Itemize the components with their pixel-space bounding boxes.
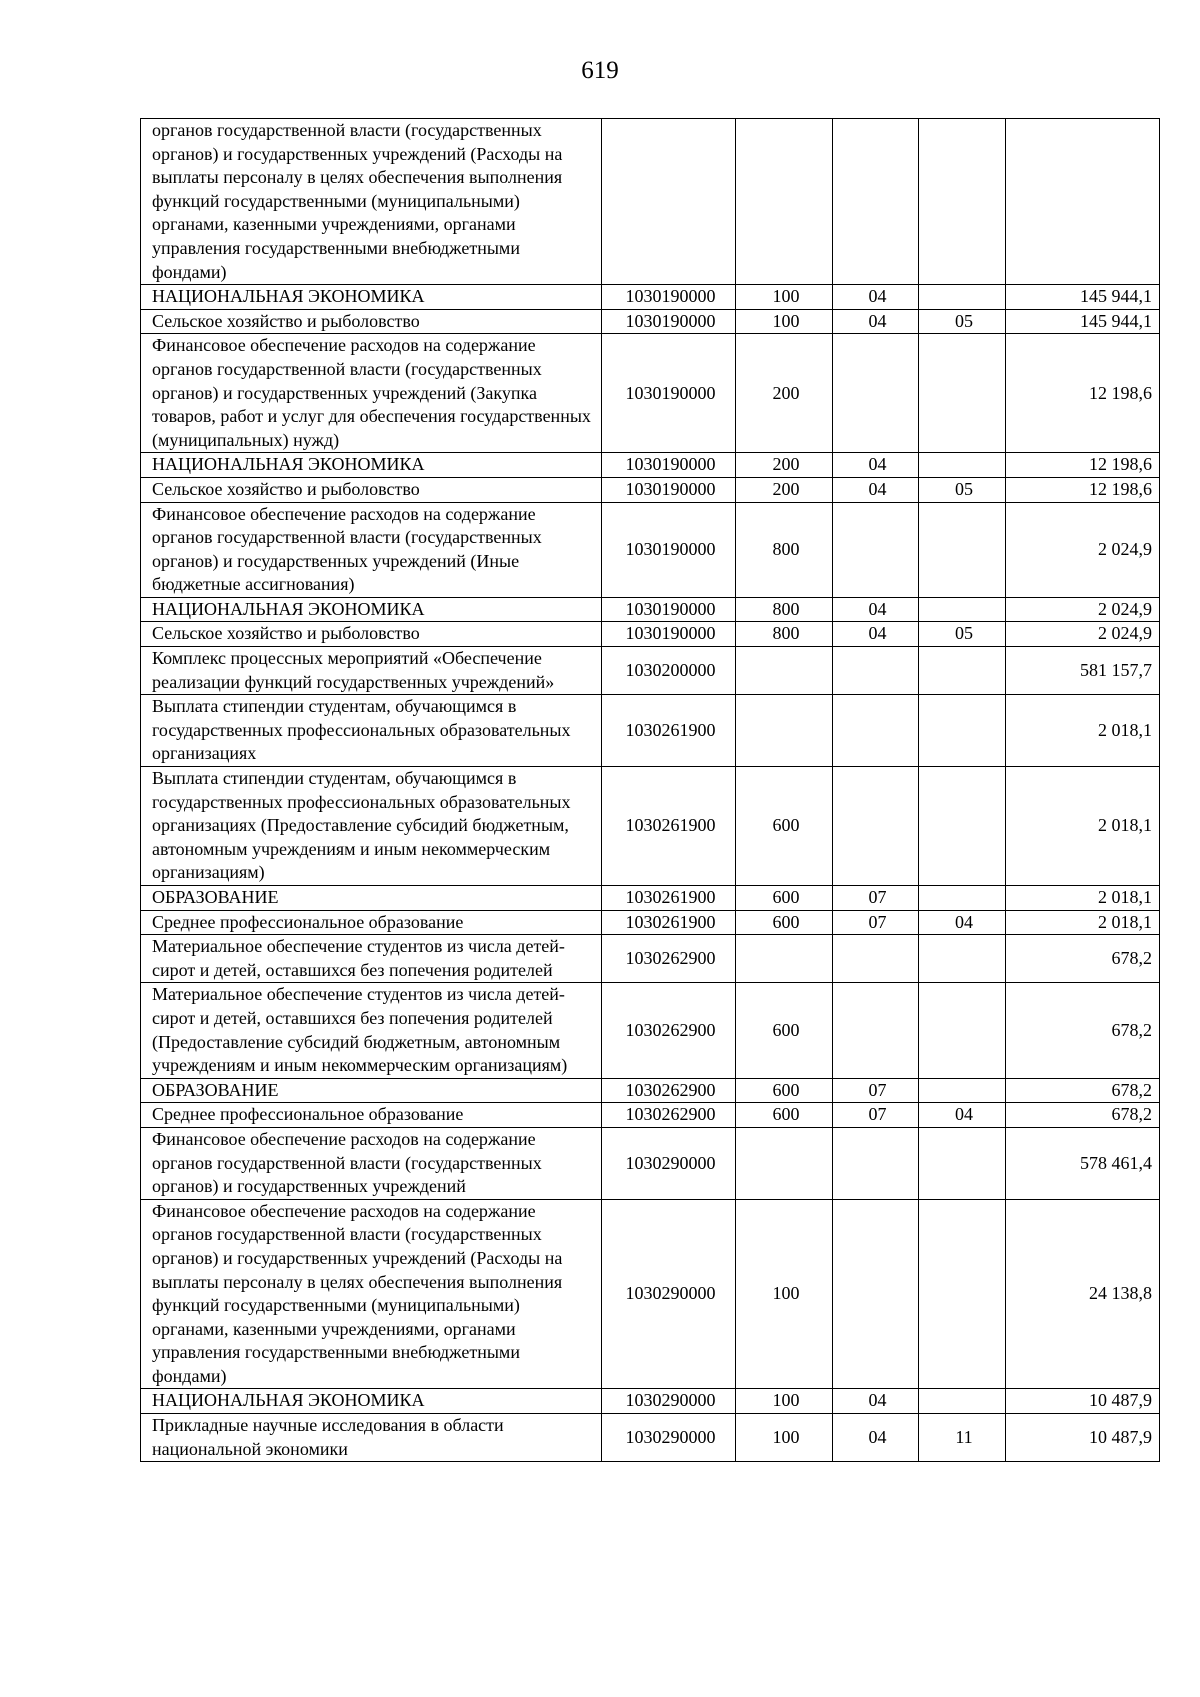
cell-subsection xyxy=(919,334,1006,453)
cell-expense-type: 600 xyxy=(736,1103,833,1128)
table-row xyxy=(141,767,1160,886)
cell-target-article: 1030200000 xyxy=(602,647,736,695)
cell-subsection: 11 xyxy=(919,1414,1006,1462)
cell-amount: 2 024,9 xyxy=(1006,502,1160,597)
table-row xyxy=(141,477,1160,502)
cell-subsection xyxy=(919,119,1006,285)
cell-name: Финансовое обеспечение расходов на содержание органов государственной власти (государственных органов) и государственных учреждений (Иные бюджетные ассигнования) xyxy=(141,502,602,597)
table-row xyxy=(141,309,1160,334)
cell-name: ОБРАЗОВАНИЕ xyxy=(141,886,602,911)
cell-expense-type xyxy=(736,647,833,695)
cell-section xyxy=(833,334,919,453)
table-row xyxy=(141,1078,1160,1103)
cell-subsection: 04 xyxy=(919,910,1006,935)
cell-expense-type xyxy=(736,935,833,983)
cell-section xyxy=(833,983,919,1078)
cell-target-article xyxy=(602,119,736,285)
cell-target-article: 1030262900 xyxy=(602,983,736,1078)
cell-expense-type: 100 xyxy=(736,1199,833,1389)
cell-expense-type: 800 xyxy=(736,622,833,647)
cell-target-article: 1030190000 xyxy=(602,622,736,647)
cell-expense-type: 800 xyxy=(736,597,833,622)
table-row xyxy=(141,886,1160,911)
cell-section: 07 xyxy=(833,886,919,911)
cell-amount: 145 944,1 xyxy=(1006,285,1160,310)
cell-amount: 2 018,1 xyxy=(1006,767,1160,886)
cell-target-article: 1030262900 xyxy=(602,1103,736,1128)
table-row xyxy=(141,597,1160,622)
cell-amount: 12 198,6 xyxy=(1006,334,1160,453)
cell-amount: 145 944,1 xyxy=(1006,309,1160,334)
table-row xyxy=(141,453,1160,478)
cell-section: 07 xyxy=(833,1078,919,1103)
cell-name: Сельское хозяйство и рыболовство xyxy=(141,309,602,334)
cell-name: НАЦИОНАЛЬНАЯ ЭКОНОМИКА xyxy=(141,597,602,622)
cell-target-article: 1030290000 xyxy=(602,1389,736,1414)
cell-name: Финансовое обеспечение расходов на содержание органов государственной власти (государственных органов) и государственных учреждений (Закупка товаров, работ и услуг для обеспечения государственных (муниципальных) нужд) xyxy=(141,334,602,453)
cell-subsection xyxy=(919,1199,1006,1389)
table-row xyxy=(141,1103,1160,1128)
cell-subsection: 05 xyxy=(919,622,1006,647)
cell-subsection xyxy=(919,502,1006,597)
cell-amount: 2 018,1 xyxy=(1006,886,1160,911)
cell-subsection xyxy=(919,647,1006,695)
cell-subsection xyxy=(919,886,1006,911)
cell-target-article: 1030190000 xyxy=(602,502,736,597)
cell-expense-type: 100 xyxy=(736,309,833,334)
cell-amount: 2 024,9 xyxy=(1006,597,1160,622)
cell-target-article: 1030261900 xyxy=(602,695,736,767)
cell-amount: 678,2 xyxy=(1006,1078,1160,1103)
cell-subsection xyxy=(919,935,1006,983)
cell-subsection: 05 xyxy=(919,309,1006,334)
cell-expense-type xyxy=(736,695,833,767)
table-row xyxy=(141,119,1160,285)
cell-section: 04 xyxy=(833,597,919,622)
cell-target-article: 1030261900 xyxy=(602,910,736,935)
table-row xyxy=(141,695,1160,767)
cell-expense-type: 600 xyxy=(736,910,833,935)
cell-amount: 2 024,9 xyxy=(1006,622,1160,647)
cell-subsection xyxy=(919,597,1006,622)
cell-subsection xyxy=(919,767,1006,886)
table-body xyxy=(141,119,1160,1462)
cell-amount: 12 198,6 xyxy=(1006,453,1160,478)
cell-section: 07 xyxy=(833,910,919,935)
cell-name: НАЦИОНАЛЬНАЯ ЭКОНОМИКА xyxy=(141,453,602,478)
cell-target-article: 1030290000 xyxy=(602,1414,736,1462)
table-row xyxy=(141,1127,1160,1199)
cell-name: НАЦИОНАЛЬНАЯ ЭКОНОМИКА xyxy=(141,1389,602,1414)
cell-name: Финансовое обеспечение расходов на содержание органов государственной власти (государственных органов) и государственных учреждений (Расходы на выплаты персоналу в целях обеспечения выполнения функций государственными (муниципальными) органами, казенными учреждениями, органами управления государственными внебюджетными фондами) xyxy=(141,1199,602,1389)
cell-name: НАЦИОНАЛЬНАЯ ЭКОНОМИКА xyxy=(141,285,602,310)
table-row xyxy=(141,285,1160,310)
cell-target-article: 1030262900 xyxy=(602,1078,736,1103)
cell-section: 04 xyxy=(833,285,919,310)
cell-name: Комплекс процессных мероприятий «Обеспечение реализации функций государственных учреждений» xyxy=(141,647,602,695)
cell-subsection xyxy=(919,1127,1006,1199)
cell-amount: 12 198,6 xyxy=(1006,477,1160,502)
cell-name: Сельское хозяйство и рыболовство xyxy=(141,477,602,502)
table-row xyxy=(141,935,1160,983)
cell-section: 04 xyxy=(833,309,919,334)
table-row xyxy=(141,983,1160,1078)
cell-expense-type: 800 xyxy=(736,502,833,597)
table-row xyxy=(141,1414,1160,1462)
cell-target-article: 1030290000 xyxy=(602,1199,736,1389)
cell-amount: 2 018,1 xyxy=(1006,695,1160,767)
cell-expense-type: 100 xyxy=(736,285,833,310)
cell-expense-type xyxy=(736,119,833,285)
cell-expense-type: 200 xyxy=(736,453,833,478)
cell-target-article: 1030190000 xyxy=(602,453,736,478)
cell-section xyxy=(833,647,919,695)
cell-subsection xyxy=(919,1389,1006,1414)
cell-target-article: 1030290000 xyxy=(602,1127,736,1199)
cell-name: Выплата стипендии студентам, обучающимся в государственных профессиональных образовательных организациях (Предоставление субсидий бюджетным, автономным учреждениям и иным некоммерческим организациям) xyxy=(141,767,602,886)
cell-subsection xyxy=(919,285,1006,310)
cell-name: Сельское хозяйство и рыболовство xyxy=(141,622,602,647)
cell-section: 07 xyxy=(833,1103,919,1128)
cell-expense-type: 200 xyxy=(736,334,833,453)
cell-expense-type: 100 xyxy=(736,1414,833,1462)
cell-name: Материальное обеспечение студентов из числа детей-сирот и детей, оставшихся без попечения родителей xyxy=(141,935,602,983)
cell-subsection: 05 xyxy=(919,477,1006,502)
cell-subsection xyxy=(919,983,1006,1078)
table-row xyxy=(141,622,1160,647)
cell-amount: 578 461,4 xyxy=(1006,1127,1160,1199)
cell-amount: 678,2 xyxy=(1006,935,1160,983)
cell-amount xyxy=(1006,119,1160,285)
table-row xyxy=(141,1199,1160,1389)
cell-target-article: 1030190000 xyxy=(602,477,736,502)
cell-subsection xyxy=(919,1078,1006,1103)
table-row xyxy=(141,910,1160,935)
cell-name: ОБРАЗОВАНИЕ xyxy=(141,1078,602,1103)
cell-amount: 2 018,1 xyxy=(1006,910,1160,935)
cell-expense-type: 200 xyxy=(736,477,833,502)
cell-amount: 678,2 xyxy=(1006,983,1160,1078)
cell-section xyxy=(833,695,919,767)
table-row xyxy=(141,1389,1160,1414)
cell-name: органов государственной власти (государственных органов) и государственных учреждений (Расходы на выплаты персоналу в целях обеспечения выполнения функций государственными (муниципальными) органами, казенными учреждениями, органами управления государственными внебюджетными фондами) xyxy=(141,119,602,285)
cell-name: Среднее профессиональное образование xyxy=(141,910,602,935)
cell-section xyxy=(833,1127,919,1199)
cell-section xyxy=(833,1199,919,1389)
cell-amount: 24 138,8 xyxy=(1006,1199,1160,1389)
cell-target-article: 1030190000 xyxy=(602,285,736,310)
cell-subsection xyxy=(919,695,1006,767)
cell-expense-type: 600 xyxy=(736,767,833,886)
cell-amount: 10 487,9 xyxy=(1006,1389,1160,1414)
cell-name: Материальное обеспечение студентов из числа детей-сирот и детей, оставшихся без попечения родителей (Предоставление субсидий бюджетным, автономным учреждениям и иным некоммерческим организациям) xyxy=(141,983,602,1078)
cell-section: 04 xyxy=(833,477,919,502)
cell-expense-type xyxy=(736,1127,833,1199)
cell-section xyxy=(833,767,919,886)
cell-section: 04 xyxy=(833,622,919,647)
cell-expense-type: 600 xyxy=(736,886,833,911)
cell-target-article: 1030261900 xyxy=(602,886,736,911)
cell-section: 04 xyxy=(833,453,919,478)
cell-target-article: 1030190000 xyxy=(602,309,736,334)
cell-amount: 581 157,7 xyxy=(1006,647,1160,695)
cell-name: Финансовое обеспечение расходов на содержание органов государственной власти (государственных органов) и государственных учреждений xyxy=(141,1127,602,1199)
table-row xyxy=(141,502,1160,597)
cell-target-article: 1030190000 xyxy=(602,597,736,622)
cell-section xyxy=(833,119,919,285)
budget-table xyxy=(140,118,1160,1462)
cell-section xyxy=(833,935,919,983)
cell-expense-type: 100 xyxy=(736,1389,833,1414)
cell-section xyxy=(833,502,919,597)
cell-section: 04 xyxy=(833,1414,919,1462)
cell-expense-type: 600 xyxy=(736,1078,833,1103)
cell-name: Среднее профессиональное образование xyxy=(141,1103,602,1128)
cell-amount: 678,2 xyxy=(1006,1103,1160,1128)
page-number: 619 xyxy=(581,57,619,84)
cell-target-article: 1030262900 xyxy=(602,935,736,983)
cell-expense-type: 600 xyxy=(736,983,833,1078)
cell-name: Прикладные научные исследования в области национальной экономики xyxy=(141,1414,602,1462)
cell-subsection xyxy=(919,453,1006,478)
cell-target-article: 1030261900 xyxy=(602,767,736,886)
cell-amount: 10 487,9 xyxy=(1006,1414,1160,1462)
cell-subsection: 04 xyxy=(919,1103,1006,1128)
cell-section: 04 xyxy=(833,1389,919,1414)
cell-name: Выплата стипендии студентам, обучающимся в государственных профессиональных образовательных организациях xyxy=(141,695,602,767)
table-row xyxy=(141,647,1160,695)
cell-target-article: 1030190000 xyxy=(602,334,736,453)
table-row xyxy=(141,334,1160,453)
